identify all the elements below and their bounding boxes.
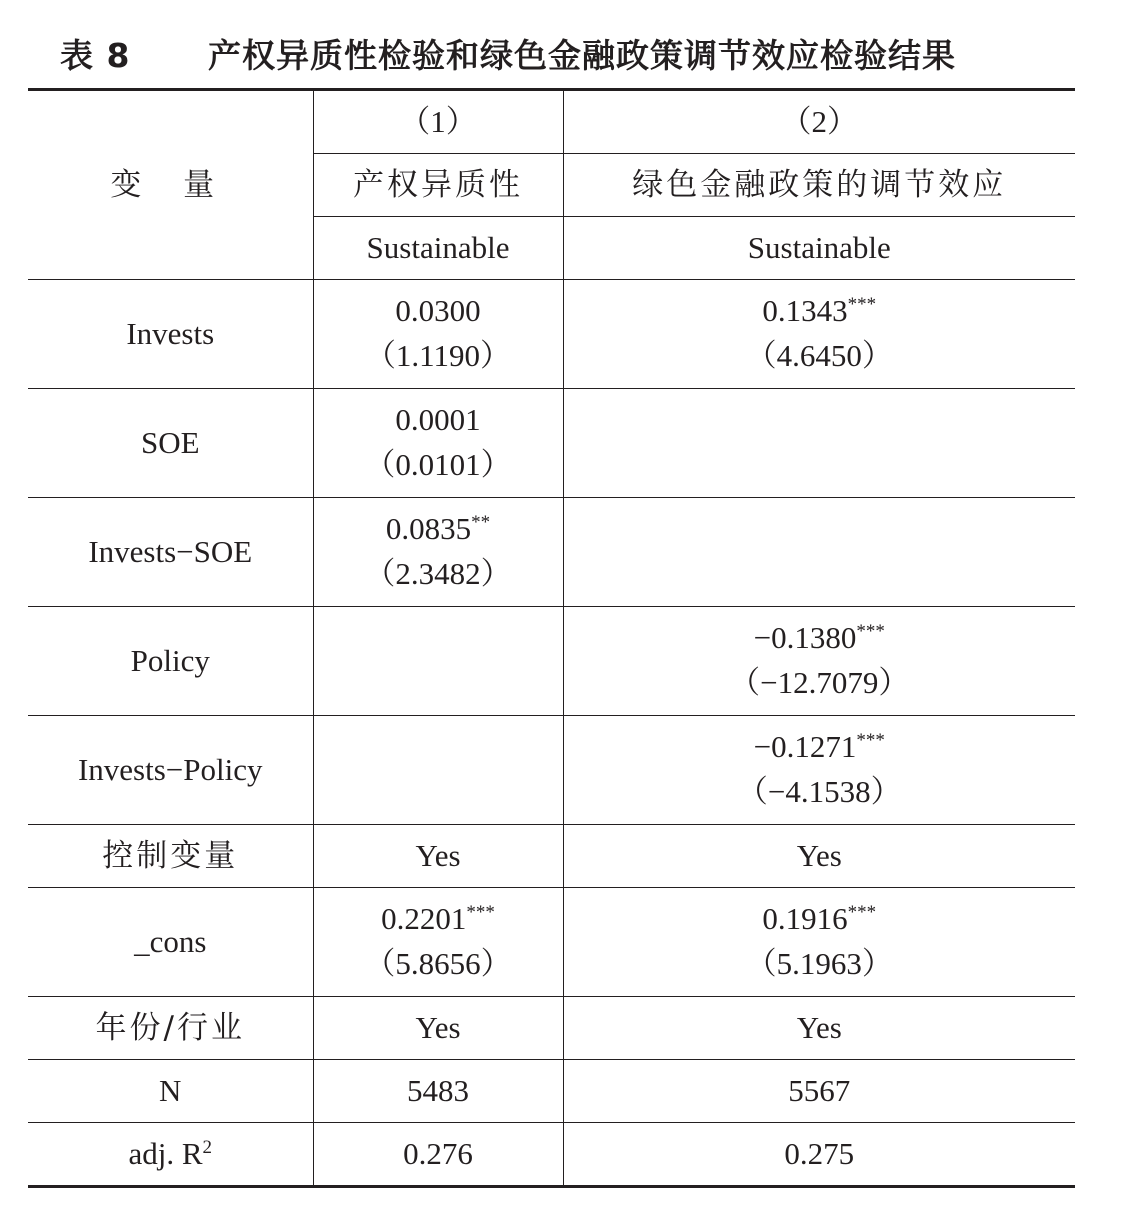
table-row-n (28, 1060, 1075, 1123)
table-title: 产权异质性检验和绿色金融政策调节效应检验结果 (208, 35, 956, 75)
col2-cell (563, 716, 1075, 825)
col1-cell (313, 498, 563, 607)
t-statistic: （5.8656） (364, 946, 512, 981)
coefficient: 0.0300 (395, 293, 481, 329)
row-label: Invests−Policy (28, 716, 313, 825)
table-row-invests-soe (28, 498, 1075, 607)
row-label: 控制变量 (28, 825, 313, 888)
col1-cell: Yes (313, 825, 563, 888)
coefficient: 0.2201*** (381, 901, 495, 937)
variable-header: 变 量 (28, 90, 313, 280)
col2-dependent: Sustainable (563, 217, 1075, 280)
table-row-adj-r2 (28, 1123, 1075, 1187)
table-row-controls (28, 825, 1075, 888)
col1-dependent: Sustainable (313, 217, 563, 280)
col2-cell (563, 389, 1075, 498)
row-label: SOE (28, 389, 313, 498)
table-row-invests (28, 280, 1075, 389)
col1-name: 产权异质性 (313, 154, 563, 217)
col2-cell (563, 888, 1075, 997)
row-label: Policy (28, 607, 313, 716)
table-row-soe (28, 389, 1075, 498)
col1-cell (313, 607, 563, 716)
t-statistic: （4.6450） (745, 338, 893, 373)
coefficient: 0.0001 (395, 402, 481, 438)
t-statistic: （5.1963） (745, 946, 893, 981)
table-number: 表 8 (60, 35, 131, 75)
col2-cell (563, 607, 1075, 716)
col1-cell (313, 280, 563, 389)
col2-cell (563, 280, 1075, 389)
col1-index: （1） (313, 90, 563, 154)
col2-cell: Yes (563, 997, 1075, 1060)
t-statistic: （−4.1538） (736, 774, 902, 809)
col2-index: （2） (563, 90, 1075, 154)
col1-cell (313, 389, 563, 498)
table-row-invests-policy (28, 716, 1075, 825)
row-label: _cons (28, 888, 313, 997)
col2-cell: 5567 (563, 1060, 1075, 1123)
regression-table (28, 88, 1075, 1188)
table-row-policy (28, 607, 1075, 716)
t-statistic: （2.3482） (364, 556, 512, 591)
col2-name: 绿色金融政策的调节效应 (563, 154, 1075, 217)
coefficient: 0.1343*** (762, 293, 877, 329)
header-row-index (28, 90, 1075, 154)
t-statistic: （0.0101） (364, 447, 512, 482)
col2-cell: Yes (563, 825, 1075, 888)
coefficient: 0.1916*** (762, 901, 877, 937)
col1-cell (313, 888, 563, 997)
row-label: N (28, 1060, 313, 1123)
table-caption (60, 28, 956, 78)
col1-cell: 0.276 (313, 1123, 563, 1187)
col1-cell (313, 716, 563, 825)
col1-cell: Yes (313, 997, 563, 1060)
row-label: Invests (28, 280, 313, 389)
col1-cell: 5483 (313, 1060, 563, 1123)
table-row-cons (28, 888, 1075, 997)
col2-cell (563, 498, 1075, 607)
row-label: 年份/行业 (28, 997, 313, 1060)
t-statistic: （1.1190） (364, 338, 512, 373)
coefficient: 0.0835** (385, 511, 491, 547)
row-label: adj. $R^2$ (28, 1123, 313, 1187)
coefficient: −0.1271*** (753, 729, 885, 765)
table-row-year-industry (28, 997, 1075, 1060)
row-label: Invests−SOE (28, 498, 313, 607)
col2-cell: 0.275 (563, 1123, 1075, 1187)
coefficient: −0.1380*** (753, 620, 885, 656)
t-statistic: （−12.7079） (729, 665, 910, 700)
